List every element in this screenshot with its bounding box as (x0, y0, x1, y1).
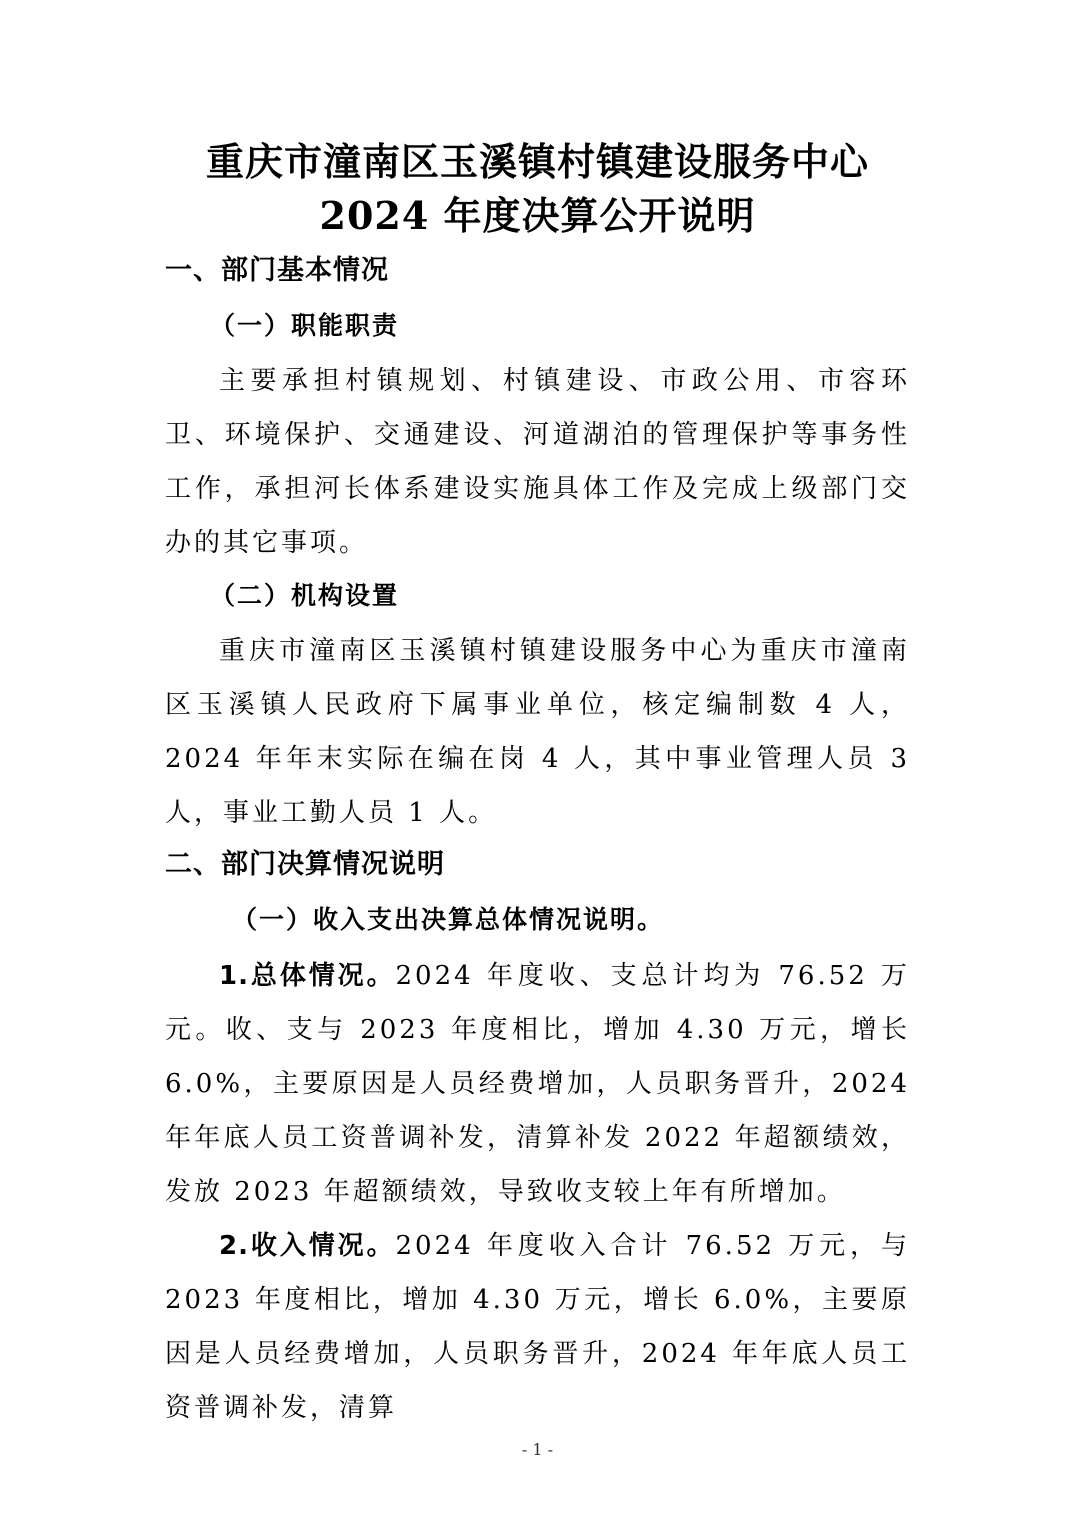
section2-item2-paragraph (165, 1219, 910, 1435)
section2-heading: 二、部门决算情况说明 (165, 849, 445, 880)
document-title-line2: 2024 年度决算公开说明 (319, 193, 756, 238)
page-number: - 1 - (521, 1440, 554, 1459)
section2-item1-paragraph (165, 949, 910, 1219)
section2-sub1-heading: （一）收入支出决算总体情况说明。 (232, 905, 665, 934)
document-title-line1: 重庆市潼南区玉溪镇村镇建设服务中心 (205, 139, 869, 184)
section1-sub1-paragraph: 主要承担村镇规划、村镇建设、市政公用、市容环卫、环境保护、交通建设、河道湖泊的管理保护等事务性工作，承担河长体系建设实施具体工作及完成上级部门交办的其它事项。 (165, 366, 910, 558)
item2-text: 2024 年度收入合计 76.52 万元，与 2023 年度相比，增加 4.30 万元，增长 6.0%，主要原因是人员经费增加，人员职务晋升，2024 年年底人员工资普调补发，清算 (165, 1231, 910, 1423)
item1-lead: 1.总体情况。 (219, 961, 396, 991)
section1-heading: 一、部门基本情况 (165, 255, 389, 286)
section1-sub2-heading: （二）机构设置 (210, 581, 400, 610)
item1-text: 2024 年度收、支总计均为 76.52 万元。收、支与 2023 年度相比，增加 4.30 万元，增长 6.0%，主要原因是人员经费增加，人员职务晋升，2024 年年底人员工资普调补发，清算补发 2022 年超额绩效，发放 2023 年超额绩效，导致收支较上年有所增加。 (165, 961, 910, 1207)
item2-lead: 2.收入情况。 (219, 1231, 396, 1261)
section1-sub2-paragraph: 重庆市潼南区玉溪镇村镇建设服务中心为重庆市潼南区玉溪镇人民政府下属事业单位，核定编制数 4 人，2024 年年末实际在编在岗 4 人，其中事业管理人员 3 人，事业工勤人员 1 人。 (165, 636, 910, 828)
section1-sub1-heading: （一）职能职责 (210, 311, 400, 340)
